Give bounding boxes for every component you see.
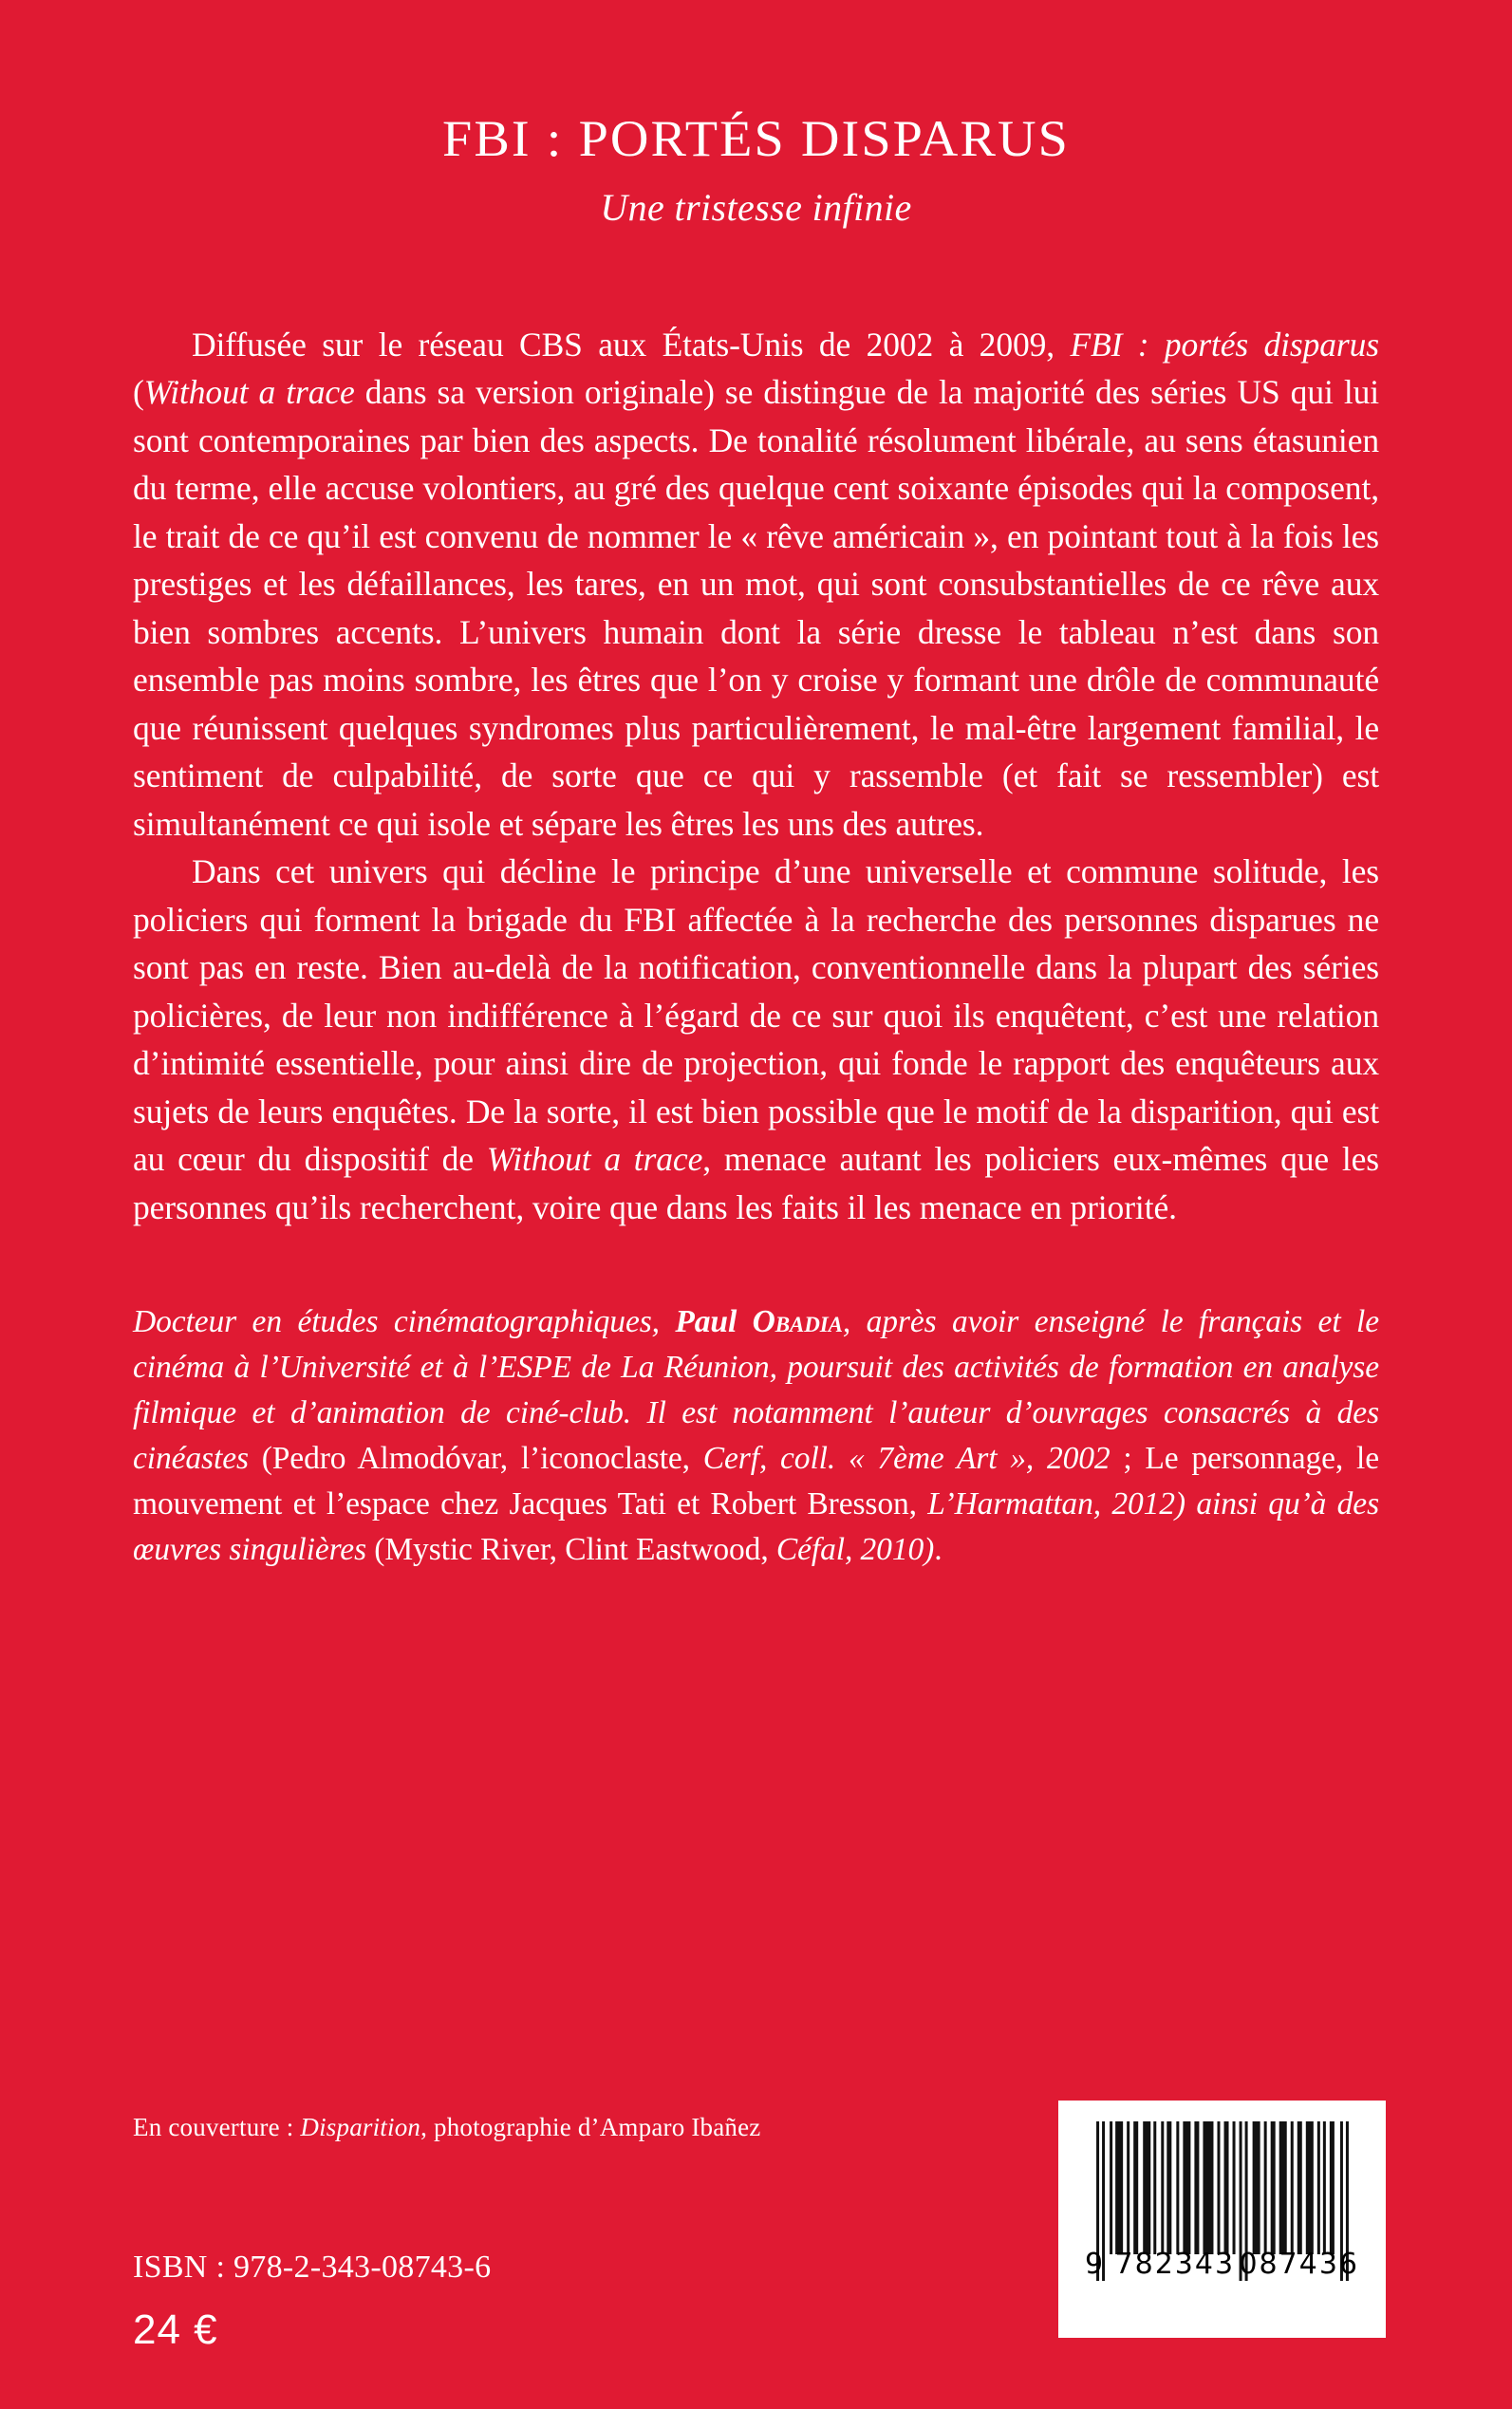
barcode-digit-left: 9 bbox=[1085, 2248, 1106, 2281]
price-text: 24 € bbox=[133, 2306, 218, 2353]
page-title: FBI : PORTÉS DISPARUS bbox=[442, 110, 1070, 167]
bio-work-3-italic: Céfal, 2010) bbox=[775, 1532, 935, 1568]
blurb-p1-seg3: dans sa version originale) se distingue de la majorité des séries US qui lui sont contemporaines par bien des aspects. De tonalité résolument libérale, au sens étasunien du terme, elle accuse volontiers, au gré des quelque cent soixante épisodes qui la composent, le trait de ce qu’il est convenu de nommer le « rêve américain », en pointant tout à la fois les prestiges et les défaillances, les tares, en un mot, qui sont consubstantielles de ce rêve aux bien sombres accents. L’univers humain dont la série dresse le tableau n’est dans son ensemble pas moins sombre, les êtres que l’on y croise y formant une drôle de communauté que réunissent quelques syndromes plus particulièrement, le mal-être largement familial, le sentiment de culpabilité, de sorte que ce qui y rassemble (et fait se ressembler) est simultanément ce qui isole et sépare les êtres les uns des autres. bbox=[133, 373, 1379, 843]
bio-work-2-roman: ; Le personnage, le mouvement et l’espace chez Jacques Tati et Robert Bresson, bbox=[133, 1441, 1379, 1522]
blurb-p1-seg2: ( bbox=[133, 373, 144, 412]
bio-work-1-roman: (Pedro Almodóvar, l’iconoclaste, bbox=[261, 1441, 703, 1477]
title-block bbox=[0, 0, 1512, 230]
blurb-text bbox=[133, 321, 1379, 1232]
cover-credit-label: En couverture : bbox=[133, 2113, 301, 2141]
blurb-p2-original-title-italic: Without a trace bbox=[486, 1140, 703, 1179]
cover-credit-title: Disparition bbox=[300, 2113, 421, 2141]
bio-work-1-italic: Cerf, coll. « 7ème Art », 2002 bbox=[702, 1441, 1111, 1477]
blurb-p1-seg1: Diffusée sur le réseau CBS aux États-Unis de 2002 à 2009, bbox=[192, 325, 1071, 364]
bio-seg1: Docteur en études cinématographiques, bbox=[133, 1304, 676, 1340]
author-last-name: Obadia bbox=[752, 1304, 843, 1340]
cover-credit bbox=[133, 2113, 761, 2142]
blurb-p2-seg2: , menace autant les policiers eux-mêmes que les personnes qu’ils recherchent, voire que dans les faits il les menace en priorité. bbox=[133, 1140, 1379, 1226]
page-subtitle: Une tristesse infinie bbox=[600, 185, 912, 229]
blurb-p1-title-italic: FBI : portés disparus bbox=[1070, 325, 1379, 364]
cover-credit-rest: , photographie d’Amparo Ibañez bbox=[420, 2113, 761, 2141]
bio-work-3-roman: (Mystic River, Clint Eastwood, bbox=[374, 1532, 776, 1568]
barcode bbox=[1058, 2101, 1386, 2338]
bio-work-2-italic: L’Harmattan, 2012) bbox=[927, 1486, 1185, 1522]
author-bio-paragraph bbox=[133, 1299, 1379, 1573]
isbn-text: ISBN : 978-2-343-08743-6 bbox=[133, 2250, 492, 2285]
author-first-name: Paul bbox=[675, 1304, 753, 1340]
blurb-paragraph-1 bbox=[133, 321, 1379, 849]
blurb-p2-seg1: Dans cet univers qui décline le principe d’une universelle et commune solitude, les policiers qui forment la brigade du FBI affectée à la recherche des personnes disparues ne sont pas en reste. Bien au-delà de la notification, conventionnelle dans la plupart des séries policières, de leur non indifférence à l’égard de ce sur quoi ils enquêtent, c’est une relation d’intimité essentielle, pour ainsi dire de projection, qui fonde le rapport des enquêteurs aux sujets de leurs enquêtes. De la sorte, il est bien possible que le motif de la disparition, qui est au cœur du dispositif de bbox=[133, 852, 1379, 1179]
bio-seg2: , après avoir enseigné le français et le cinéma à l’Université et à l’ESPE de La Réunion, poursuit des activités de formation en analyse filmique et d’animation de ciné-club. Il est notamment l’auteur d’ouvrages consacrés à des cinéastes bbox=[133, 1304, 1379, 1477]
footer bbox=[0, 2010, 1512, 2409]
blurb-p1-original-title-italic: Without a trace bbox=[143, 373, 355, 412]
barcode-number bbox=[1083, 2249, 1361, 2281]
bio-seg4: . bbox=[934, 1532, 943, 1568]
barcode-digits-middle: 782343 bbox=[1114, 2248, 1236, 2281]
barcode-digits-right: 087436 bbox=[1239, 2248, 1359, 2281]
bio-seg3: ainsi qu’à des œuvres singulières bbox=[133, 1486, 1380, 1568]
blurb-paragraph-2 bbox=[133, 848, 1379, 1231]
author-bio bbox=[133, 1299, 1379, 1573]
